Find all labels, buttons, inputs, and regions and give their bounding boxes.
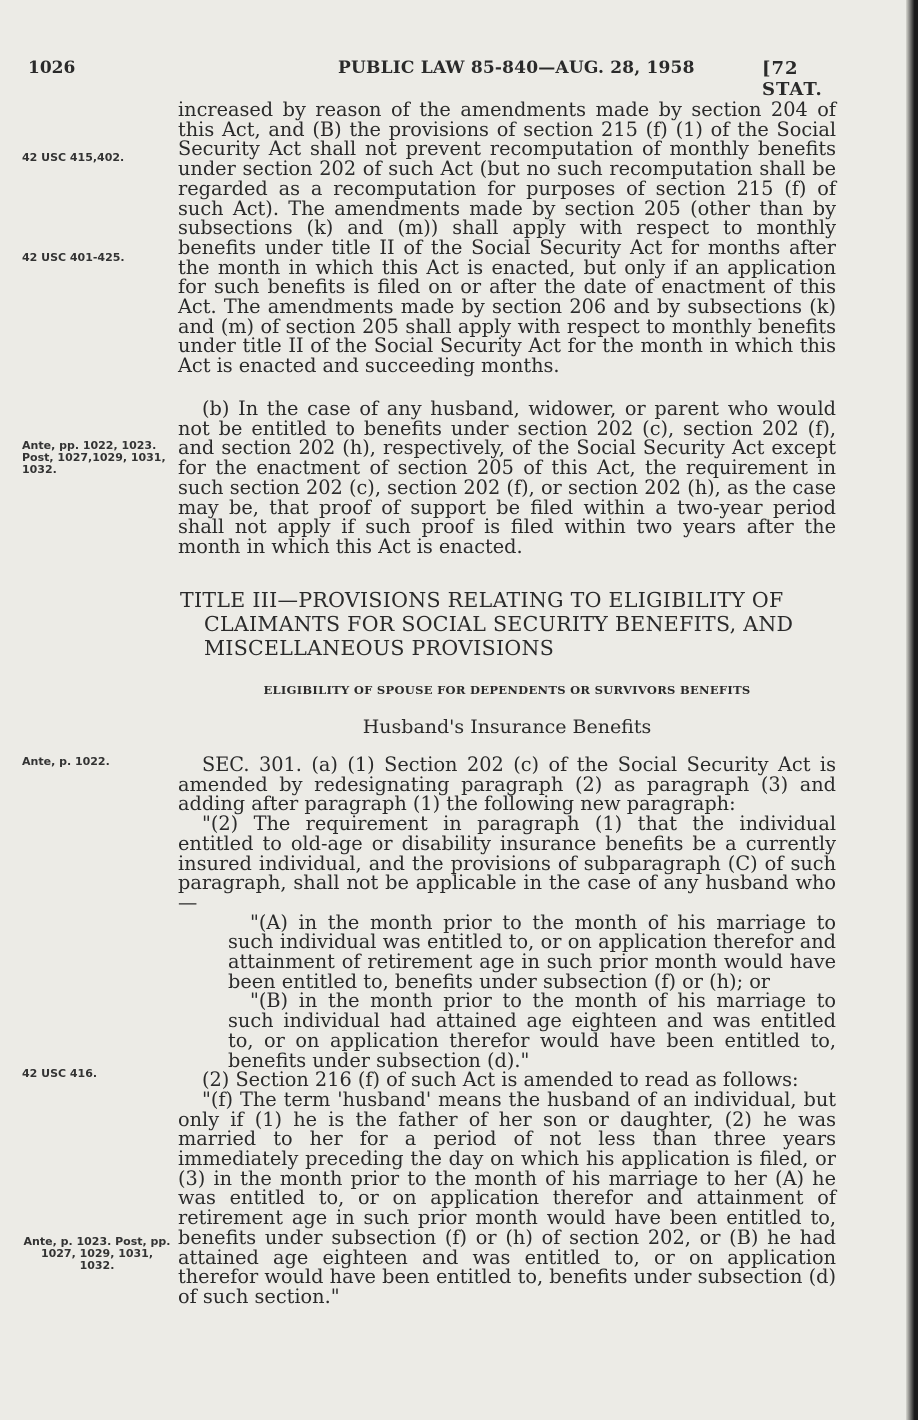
section-heading: Husband's Insurance Benefits — [362, 716, 652, 738]
paragraph-continuation: increased by reason of the amendments made by section 204 of this Act, and (B) the provisions of section 215 (f) (1) of the Social Security Act shall not prevent recomputation of monthly benefits under section 202 of such Act (but no such recomputation shall be regarded as a recomputation for purposes of section 215 (f) of such Act). The amendments made by section 205 (other than by subsections (k) and (m)) shall apply with respect to monthly benefits under title II of the Social Security Act for months after the month in which this Act is enacted, but only if an application for such benefits is filed on or after the date of enactment of this Act. The amendments made by section 206 and by subsections (k) and (m) of section 205 shall apply with respect to monthly benefits under title II of the Social Security Act for the month in which this Act is enacted and succeeding months. — [178, 98, 836, 378]
quoted-subparagraph-a: "(A) in the month prior to the month of his marriage to such individual was entitled to, or on application therefor and attainment of retirement age in such prior month would have been entitled to, benefits under subsection (f) or (h); or — [228, 910, 836, 993]
title-iii-line-2: CLAIMANTS FOR SOCIAL SECURITY BENEFITS, AND — [204, 612, 794, 636]
sec-301-a1: SEC. 301. (a) (1) Section 202 (c) of the Social Security Act is amended by redesignating paragraph (2) as paragraph (3) and adding after paragraph (1) the following new paragraph: — [178, 753, 836, 816]
margin-note-2: 42 USC 401-425. — [22, 251, 125, 264]
margin-note-6: Ante, p. 1023. Post, pp. 1027, 1029, 1031, 1032. — [23, 1235, 171, 1272]
eligibility-subheading: ELIGIBILITY OF SPOUSE FOR DEPENDENTS OR SURVIVORS BENEFITS — [263, 683, 751, 697]
margin-note-3: Ante, pp. 1022, 1023. Post, 1027,1029, 1031, 1032. — [22, 439, 166, 476]
page-number: 1026 — [28, 58, 76, 78]
paragraph-b: (b) In the case of any husband, widower, or parent who would not be entitled to benefits under section 202 (c), section 202 (f), and section 202 (h), respectively, of the Social Security Act except for the enactment of section 205 of this Act, the requirement in such section 202 (c), section 202 (f), or section 202 (h), as the case may be, that proof of support be filed within a two-year period shall not apply if such proof is filed within two years after the month in which this Act is enacted. — [178, 397, 836, 558]
section-301-block — [178, 755, 836, 1307]
margin-note-4: Ante, p. 1022. — [22, 755, 110, 768]
title-iii-line-1: TITLE III—PROVISIONS RELATING TO ELIGIBILITY OF — [180, 588, 784, 612]
margin-note-1: 42 USC 415,402. — [22, 151, 125, 164]
title-iii-heading — [180, 588, 860, 660]
sec-301-a2: (2) Section 216 (f) of such Act is amended to read as follows: — [202, 1068, 799, 1092]
title-iii-line-3: MISCELLANEOUS PROVISIONS — [204, 636, 555, 660]
margin-note-5: 42 USC 416. — [22, 1067, 98, 1080]
body-block-1 — [178, 100, 836, 376]
quoted-paragraph-2: "(2) The requirement in paragraph (1) that the individual entitled to old-age or disability insurance benefits be a currently insured individual, and the provisions of subparagraph (C) of such paragraph, shall not be applicable in the case of any husband who— — [178, 812, 836, 914]
statute-reference: [72 STAT. — [762, 58, 823, 100]
quoted-subparagraph-b: "(B) in the month prior to the month of his marriage to such individual had attained age eighteen and was entitled to, or on application therefor would have been entitled to, benefits under subsection (d)." — [228, 989, 836, 1072]
page-edge-shadow — [906, 0, 918, 1420]
body-block-2 — [178, 399, 836, 557]
page-header — [28, 58, 848, 100]
quoted-subsection-f: "(f) The term 'husband' means the husband of an individual, but only if (1) he is the father of her son or daughter, (2) he was married to her for a period of not less than three years immediately preceding the day on which his application is filed, or (3) in the month prior to the month of his marriage to her (A) he was entitled to, or on application therefor and attainment of retirement age in such prior month would have been entitled to, benefits under subsection (f) or (h) of section 202, or (B) he had attained age eighteen and was entitled to, or on application therefor would have been entitled to, benefits under subsection (d) of such section." — [178, 1087, 836, 1308]
running-title: PUBLIC LAW 85-840—AUG. 28, 1958 — [338, 58, 695, 78]
